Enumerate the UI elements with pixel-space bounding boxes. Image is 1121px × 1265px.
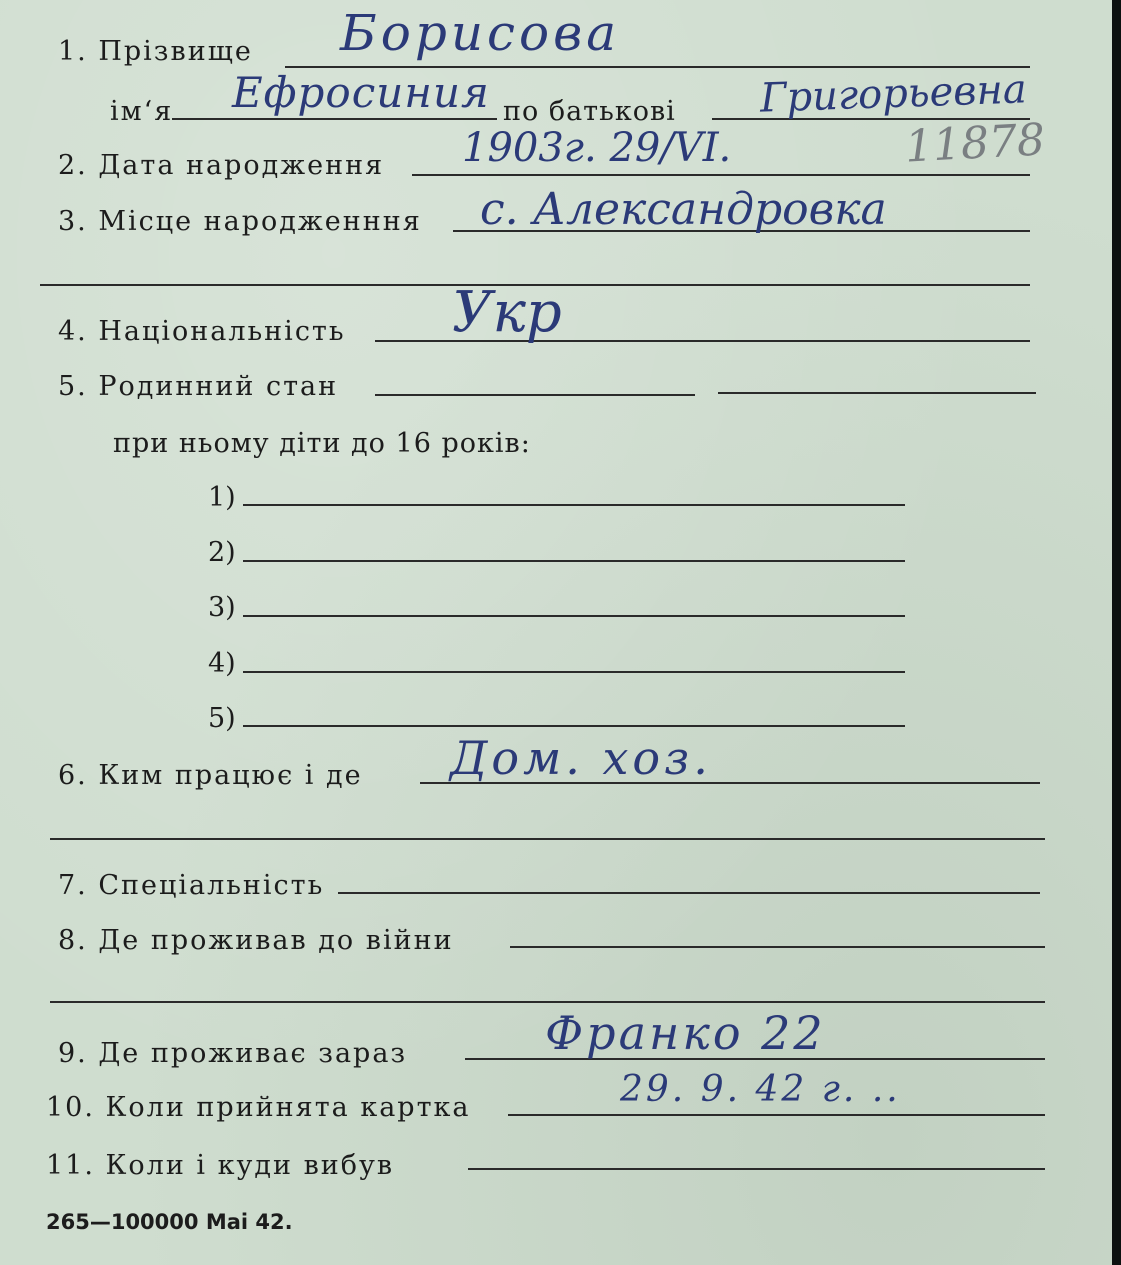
first-name-handwritten: Ефросиния [232, 68, 490, 117]
birth-place-label: 3. Місце народженння [58, 206, 422, 237]
surname-label: 1. Прізвище [58, 36, 253, 67]
current-residence-label: 9. Де проживає зараз [58, 1038, 408, 1069]
first-name-line [172, 118, 497, 120]
family-status-label: 5. Родинний стан [58, 371, 339, 402]
current-residence-handwritten: Франко 22 [545, 1006, 826, 1060]
print-run-footer: 265—100000 Mai 42. [46, 1210, 293, 1234]
child-item-4-line [243, 671, 905, 673]
specialty-label: 7. Спеціальність [58, 870, 325, 901]
card-accepted-handwritten: 29. 9. 42 г. .. [620, 1069, 901, 1110]
child-item-4-label: 4) [208, 648, 236, 679]
child-item-3-line [243, 615, 905, 617]
patronymic-handwritten: Григорьевна [759, 66, 1028, 122]
birth-place-handwritten: с. Александровка [480, 184, 887, 235]
prewar-residence-label: 8. Де проживав до війни [58, 925, 454, 956]
specialty-line [338, 892, 1040, 894]
occupation-line-2 [50, 838, 1045, 840]
family-status-line [375, 394, 695, 396]
surname-handwritten: Борисова [340, 4, 621, 62]
child-item-2-label: 2) [208, 537, 236, 568]
patronymic-label: по батькові [503, 96, 676, 127]
child-item-5-line [243, 725, 905, 727]
card-accepted-line [508, 1114, 1045, 1116]
card-accepted-label: 10. Коли прийнята картка [46, 1092, 471, 1123]
departure-label: 11. Коли і куди вибув [46, 1150, 395, 1181]
nationality-handwritten: Укр [452, 280, 562, 345]
occupation-label: 6. Ким працює і де [58, 760, 363, 791]
occupation-handwritten: Дом. хоз. [450, 731, 712, 785]
child-item-2-line [243, 560, 905, 562]
birth-date-handwritten: 1903г. 29/VI. [462, 125, 732, 171]
birth-date-line [412, 174, 1030, 176]
family-status-line-2 [718, 392, 1036, 394]
card-edge-shadow [1112, 0, 1121, 1265]
nationality-label: 4. Національність [58, 316, 346, 347]
child-item-5-label: 5) [208, 703, 236, 734]
prewar-residence-line [510, 946, 1045, 948]
first-name-label: ім‘я [110, 96, 174, 127]
prewar-residence-line-2 [50, 1001, 1045, 1003]
departure-line [468, 1168, 1045, 1170]
child-item-1-label: 1) [208, 482, 236, 513]
record-number-pencil: 11878 [903, 114, 1047, 173]
child-item-1-line [243, 504, 905, 506]
children-label: при ньому діти до 16 років: [113, 428, 531, 459]
child-item-3-label: 3) [208, 592, 236, 623]
birth-date-label: 2. Дата народження [58, 150, 385, 181]
